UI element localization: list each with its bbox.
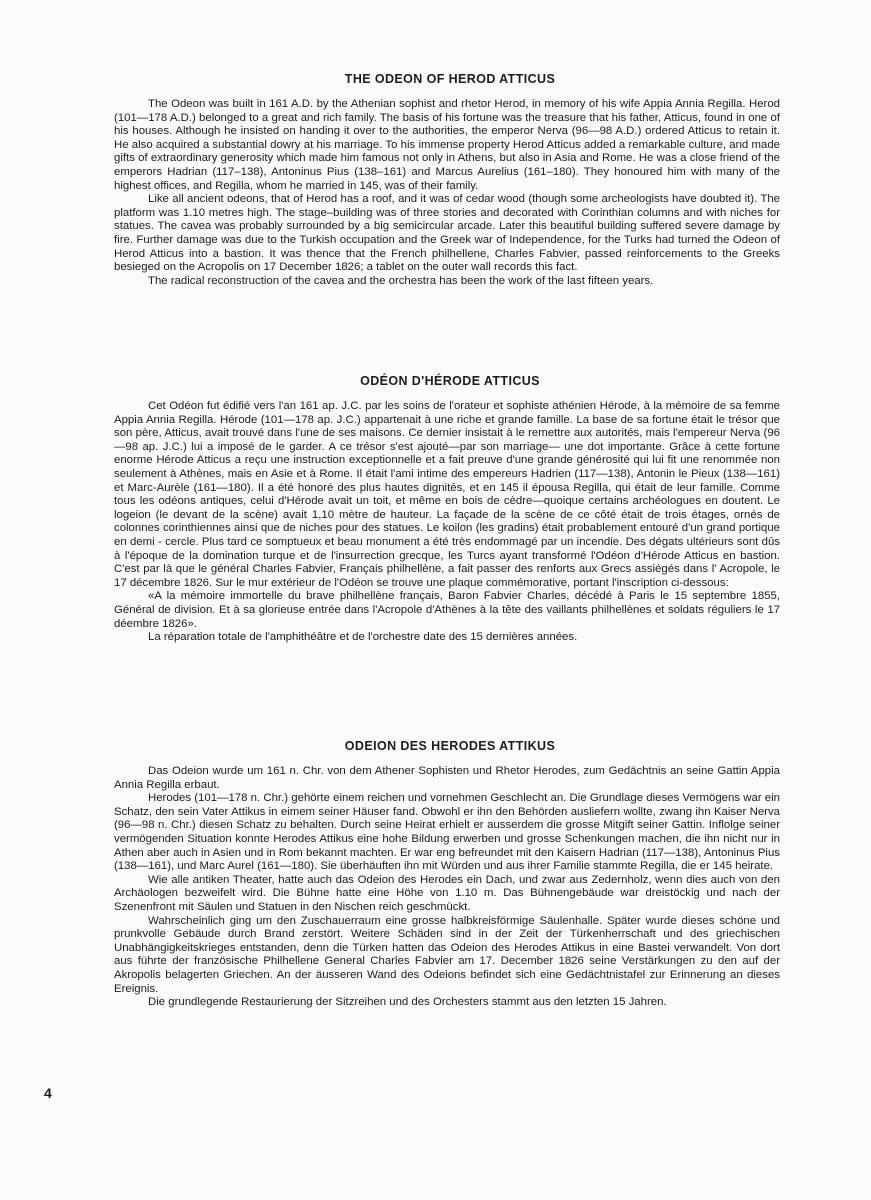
section-english: [114, 72, 780, 288]
section-title: THE ODEON OF HEROD ATTICUS: [344, 72, 556, 86]
paragraph: Like all ancient odeons, that of Herod has a roof, and it was of cedar wood (though some archeologists have doubted it). The platform was 1.10 metres high. The stage–building was of three stories and decorated with Corinthian columns and with niches for statues. The cavea was probably surrounded by a big semicircular arcade. Later this beautiful building suffered severe damage by fire. Further damage was due to the Turkish occupation and the Greek war of Independence, for the Turks had turned the Odeon of Herod Atticus into a bastion. It was thence that the French philhellene, Charles Fabvier, passed reinforcements to the Greeks besieged on the Acropolis on 17 December 1826; a tablet on the outer wall records this fact.: [114, 193, 780, 274]
paragraph: «A la mémoire immortelle du brave philhellène français, Baron Fabvier Charles, décédé à Paris le 15 septembre 1855, Général de division. Et à sa glorieuse entrée dans l'Acropole d'Athènes à la tête des vaillants philhellènes et soldats réguliers le 17 déembre 1826».: [114, 590, 780, 630]
paragraph: Das Odeion wurde um 161 n. Chr. von dem Athener Sophisten und Rhetor Herodes, zum Gedächtnis an seine Gattin Appia Annia Regilla erbaut.: [114, 765, 780, 791]
section-french: [114, 374, 780, 645]
paragraph: Cet Odéon fut édifié vers l'an 161 ap. J.C. par les soins de l'orateur et sophiste athénien Hérode, à la mémoire de sa femme Appia Annia Regilla. Hérode (101—178 ap. J.C.) appartenait à une riche et grande famille. La base de sa fortune était le trésor que son père, Atticus, avait trouvé dans l'une de ses maisons. Ce dernier insistait à le remettre aux autorités, mais l'empereur Nerva (96—98 ap. J.C.) lui a imposé de le garder. A ce trésor s'est ajouté—par son marriage— une dot importante. Grâce à cette fortune enorme Hérode Atticus a reçu une instruction exceptionnelle et a fait preuve d'une grande générosité qui lui fit une renommée non seulement à Athènes, mais en Asie et à Rome. Il était l'ami intime des empereurs Hadrien (117—138), Antonin le Pieux (138—161) et Marc-Aurèle (161—180). Il a été honoré des plus hautes dignités, et en 145 il épousa Regilla, qui était de leur famille. Comme tous les odéons antiques, celui d'Hérode avait un toit, et même en bois de cèdre—quoique certains archéologues en doutent. Le logeion (le devant de la scène) avait 1,10 mètre de hauteur. La façade de la scène de ce côté était de trois étages, ornés de colonnes corinthiennes ainsi que de niches pour des statues. Le koilon (les gradins) était probablement entouré d'un grand portique en demi - cercle. Plus tard ce somptueux et beau monument a été très endommagé par un incendie. Des dégats ultérieurs sont dûs à l'époque de la domination turque et de l'insurrection grecque, les Turcs ayant transformé l'Odéon d'Hérode Atticus en bastion. C'est par là que le général Charles Fabvier, Français philhellène, a fait passer des renforts aux Grecs assiégés dans l' Acropole, le 17 décembre 1826. Sur le mur extérieur de l'Odéon se trouve une plaque commémorative, portant l'inscription ci-dessous:: [114, 400, 780, 589]
paragraph: Herodes (101—178 n. Chr.) gehörte einem reichen und vornehmen Geschlecht an. Die Grundlage dieses Vermögens war ein Schatz, den sein Vater Attikus in eimem seiner Häuser fand. Obwohl er ihn den Behörden ausliefern wollte, zwang ihn Kaiser Nerva (96—98 n. Chr.) diesen Schatz zu behalten. Durch seine Heirat erhielt er ausserdem die grosse Mitgift seiner Gattin. Inflolge seiner vermögenden Situation konnte Herodes Attikus eine hohe Bildung erwerben und grosse Schenkungen machen, die ihn nicht nur in Athen aber auch in Asien und in Rom bekannt machten. Er war eng befreundet mit den Kaisern Hadrian (117—138), Antoninus Pius (138—161), und Marc Aurel (161—180). Sie überhäuften ihn mit Würden und aus ihrer Familie stammte Regilla, die er 145 heirate.: [114, 792, 780, 873]
page-number: 4: [44, 1085, 52, 1101]
paragraph: Wahrscheinlich ging um den Zuschauerraum eine grosse halbkreisförmige Säulenhalle. Später wurde dieses schöne und prunkvolle Gebäude durch Brand zerstört. Weitere Schäden sind in der Zeit der Türkenherrschaft und des griechischen Unabhängigkeitskrieges entstanden, denn die Türken hatten das Odeion des Herodes Attikus in eine Bastei verwandelt. Von dort aus führte der französische Philhellene General Charles Fabvier am 17. December 1826 seine Verstärkungen zu den auf der Akropolis belagerten Griechen. An der äusseren Wand des Odeions befindet sich eine Gedächtnistafel zur Erinnerung an dieses Ereignis.: [114, 914, 780, 995]
section-title: ODÉON D'HÉRODE ATTICUS: [360, 374, 540, 388]
paragraph: La réparation totale de l'amphithéâtre et de l'orchestre date des 15 dernières années.: [148, 631, 578, 644]
paragraph: Die grundlegende Restaurierung der Sitzreihen und des Orchesters stammt aus den letzten 15 Jahren.: [148, 996, 667, 1009]
paragraph: The Odeon was built in 161 A.D. by the Athenian sophist and rhetor Herod, in memory of his wife Appia Annia Regilla. Herod (101—178 A.D.) belonged to a great and rich family. The basis of his fortune was the treasure that his father, Atticus, found in one of his houses. Although he insisted on handing it over to the authorities, the emperor Nerva (96—98 A.D.) ordered Atticus to retain it. He also acquired a substantial dowry at his marriage. To his immense property Herod Atticus added a remarkable culture, and made gifts of extraordinary generosity which made him famous not only in Athens, but also in Asia and Rome. He was a close friend of the emperors Hadrian (117–138), Antoninus Pius (138–161) and Marcus Aurelius (161–180). They honoured him with many of the highest offices, and Regilla, whom he married in 145, was of their family.: [114, 98, 780, 192]
paragraph: The radical reconstruction of the cavea and the orchestra has been the work of the last fifteen years.: [148, 274, 654, 287]
section-german: [114, 739, 780, 1010]
section-title: ODEION DES HERODES ATTIKUS: [344, 739, 556, 753]
paragraph: Wie alle antiken Theater, hatte auch das Odeion des Herodes ein Dach, und zwar aus Zedernholz, wenn dies auch von den Archäologen bezweifelt wird. Die Bühne hatte eine Höhe von 1.10 m. Das Bühnengebäude war dreistöckig und nach der Szenenfront mit Säulen und Statuen in den Nischen reich geschmückt.: [114, 873, 780, 913]
